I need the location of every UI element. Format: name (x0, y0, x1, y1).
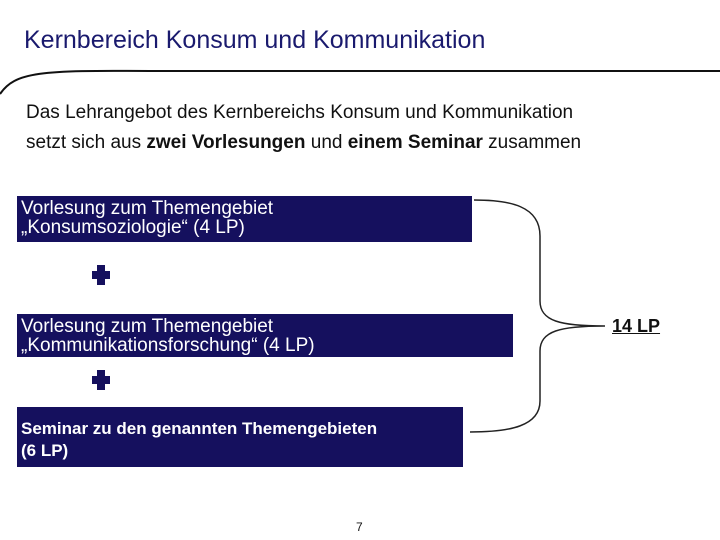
intro-text (26, 98, 706, 158)
right-curly-brace-icon (470, 196, 610, 436)
lecture-box-consumer-sociology (17, 196, 472, 242)
box-label-line-1: Vorlesung zum Themengebiet (21, 198, 274, 219)
lecture-box-communication-research (17, 314, 513, 357)
intro-emphasis-seminar: einem Seminar (347, 132, 483, 153)
seminar-box (17, 407, 463, 467)
box-label-line-1: Seminar zu den genannten Themengebieten (21, 419, 378, 438)
title-divider-line (0, 60, 720, 100)
slide-title: Kernbereich Konsum und Kommunikation (24, 26, 486, 54)
box-label-line-2: „Kommunikationsforschung“ (4 LP) (21, 335, 315, 356)
intro-emphasis-lectures: zwei Vorlesungen (146, 132, 306, 153)
box-label-line-2: (6 LP) (21, 441, 69, 460)
box-label-line-2: „Konsumsoziologie“ (4 LP) (21, 217, 245, 238)
intro-line-2: setzt sich aus zwei Vorlesungen und einem Seminar zusammen (26, 132, 582, 153)
total-credits: 14 LP (612, 316, 661, 336)
box-label-line-1: Vorlesung zum Themengebiet (21, 316, 274, 337)
plus-icon (92, 265, 110, 285)
plus-icon (92, 370, 110, 390)
intro-line-1: Das Lehrangebot des Kernbereichs Konsum und Kommunikation (26, 102, 574, 123)
page-number: 7 (356, 520, 363, 534)
